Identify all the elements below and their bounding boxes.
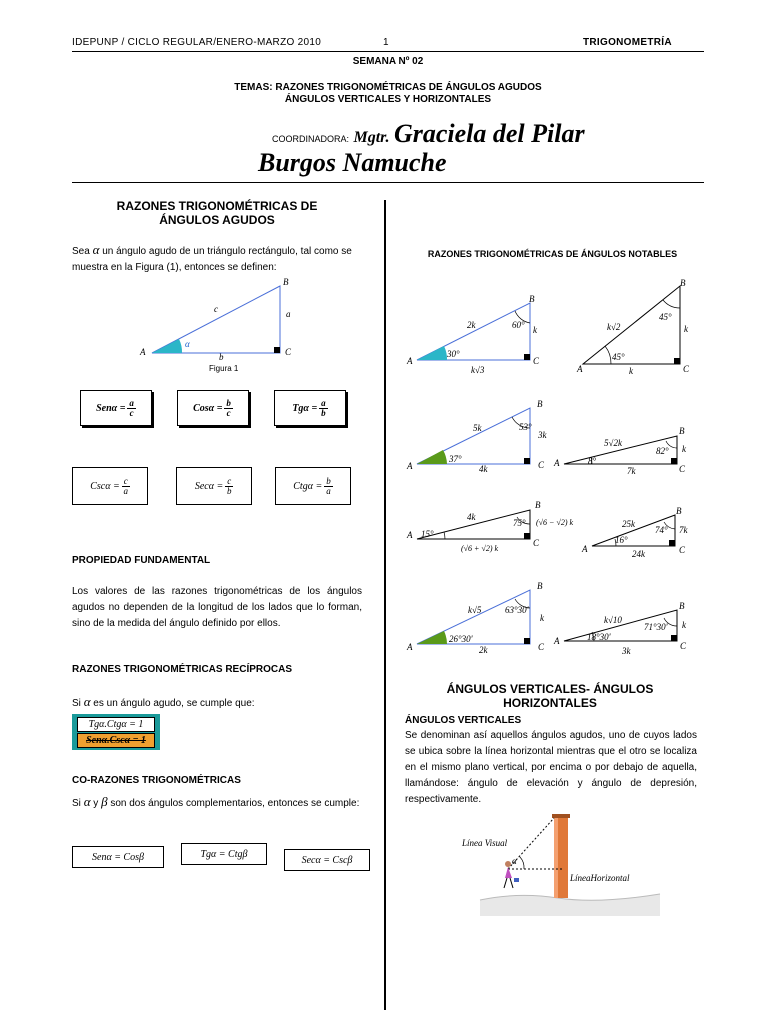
t6-base: 24k — [632, 549, 645, 559]
t1-hyp: 2k — [467, 320, 476, 330]
t3-C: C — [538, 460, 545, 470]
t8-base: 3k — [622, 646, 631, 656]
column-divider — [384, 200, 386, 1010]
recip-text — [72, 694, 362, 712]
fig1-label-a: a — [286, 309, 291, 319]
header-left: IDEPUNP / CICLO REGULAR/ENERO-MARZO 2010 — [72, 37, 322, 48]
t7-base: 2k — [479, 645, 488, 655]
t2-vert: k — [684, 324, 688, 334]
fig1-label-c: c — [214, 304, 218, 314]
t3-A: A — [407, 461, 413, 471]
prop-text: Los valores de las razones trigonométricas de los ángulos agudos no dependen de la longitud de los lados que lo forman, sino de la medida del ángulo definido por ellos. — [72, 586, 362, 629]
ratio-ctg-den: a — [326, 485, 331, 496]
header-right: TRIGONOMETRÍA — [583, 37, 672, 48]
ratio-tg-den: b — [321, 407, 326, 418]
ratio-sen-name: Senα = — [96, 402, 126, 414]
t7-top-angle: 63°30' — [505, 605, 529, 615]
t2-C: C — [683, 364, 690, 374]
recip-formula-2: Senα.Cscα = 1 — [77, 733, 155, 748]
prop-title: PROPIEDAD FUNDAMENTAL — [72, 555, 211, 566]
corazon-formula-3: Secα = Cscβ — [284, 849, 370, 871]
corazon-a: Si — [72, 798, 81, 809]
verticales-title: ÁNGULOS VERTICALES — [405, 715, 522, 726]
t2-hyp: k√2 — [607, 322, 621, 332]
triangle-16-74 — [580, 505, 700, 560]
t4-C: C — [679, 464, 686, 474]
t2-base: k — [629, 366, 633, 376]
coordinadora-label: COORDINADORA: — [272, 134, 350, 144]
t2-A: A — [577, 364, 583, 374]
t3-base-angle: 37° — [449, 454, 462, 464]
triangle-37-53 — [405, 398, 555, 476]
ratio-ctg-box — [275, 467, 351, 505]
t6-hyp: 25k — [622, 519, 635, 529]
label-linea-horizontal: LíneaHorizontal — [570, 873, 630, 883]
t3-B: B — [537, 399, 543, 409]
t6-A: A — [582, 544, 588, 554]
t8-C: C — [680, 641, 687, 651]
ratio-cos-den: c — [226, 407, 231, 418]
t8-hyp: k√10 — [604, 615, 622, 625]
t7-hyp: k√5 — [468, 605, 482, 615]
ratio-tg-name: Tgα = — [292, 402, 318, 414]
t6-vert: 7k — [679, 525, 688, 535]
triangle-18-30 — [552, 600, 700, 658]
alpha-symbol: α — [92, 242, 100, 257]
ratio-cos-name: Cosα = — [193, 402, 223, 414]
recip-formula-box — [72, 714, 160, 750]
header-rule — [72, 51, 704, 52]
ratio-sec-box — [176, 467, 252, 505]
corazon-text — [72, 794, 362, 812]
t4-top-angle: 82° — [656, 446, 669, 456]
triangle-45-45 — [575, 278, 700, 376]
corazon-alpha: α — [83, 794, 91, 809]
t6-base-angle: 16° — [615, 535, 628, 545]
t2-B: B — [680, 278, 686, 288]
ratio-ctg-num: b — [326, 475, 331, 486]
t6-top-angle: 74° — [655, 525, 668, 535]
t1-base-angle: 30° — [447, 349, 460, 359]
recip-title: RAZONES TRIGONOMÉTRICAS RECÍPROCAS — [72, 664, 293, 675]
ratio-sen-box — [80, 390, 152, 426]
temas-line1: TEMAS: RAZONES TRIGONOMÉTRICAS DE ÁNGULOS AGUDOS — [234, 82, 542, 93]
ratio-cos-box — [177, 390, 249, 426]
ratio-csc-box — [72, 467, 148, 505]
corazon-formula-1: Senα = Cosβ — [72, 846, 164, 868]
t2-top-angle: 45° — [659, 312, 672, 322]
figure-1-triangle — [130, 276, 310, 376]
t8-base-angle: 18°30' — [587, 632, 611, 642]
recip-formula-1: Tgα.Ctgα = 1 — [77, 717, 155, 732]
t7-B: B — [537, 581, 543, 591]
t4-B: B — [679, 426, 685, 436]
elevation-figure — [462, 814, 660, 916]
t4-base-angle: 8° — [588, 456, 597, 466]
triangle-26-30 — [405, 580, 555, 658]
t3-hyp: 5k — [473, 423, 482, 433]
t5-base-angle: 15° — [421, 529, 434, 539]
ratio-tg-box — [274, 390, 346, 426]
semana: SEMANA Nº 02 — [352, 56, 424, 67]
triangle-8-82 — [552, 424, 700, 476]
fig1-label-B: B — [283, 277, 289, 287]
ratio-csc-name: Cscα = — [90, 480, 120, 492]
t4-base: 7k — [627, 466, 636, 476]
corazon-b: son dos ángulos complementarios, entonces se cumple: — [110, 798, 360, 809]
corazon-y: y — [93, 798, 99, 809]
coordinadora — [272, 119, 585, 149]
ratio-sec-name: Secα = — [194, 480, 224, 492]
t4-hyp: 5√2k — [604, 438, 622, 448]
corazon-formula-2: Tgα = Ctgβ — [181, 843, 267, 865]
verticales-text: Se denominan así aquellos ángulos agudos, uno de cuyos lados se ubica sobre la línea horizontal mientras que el otro se localiza en el mismo plano vertical, por encima o por debajo de aquella, llamándose: ángulo de elevación y ángulo de depresión, respectivamente. — [405, 730, 697, 805]
t8-B: B — [679, 601, 685, 611]
t7-A: A — [407, 642, 413, 652]
t4-A: A — [554, 458, 560, 468]
ratio-sen-den: c — [129, 407, 134, 418]
title-rule — [72, 182, 704, 183]
triangle-15-75 — [405, 498, 590, 556]
section2-title: ÁNGULOS VERTICALES- ÁNGULOS HORIZONTALES — [446, 682, 654, 710]
fig1-label-C: C — [285, 347, 292, 357]
coordinadora-name2: Burgos Namuche — [258, 148, 447, 177]
t1-B: B — [529, 294, 535, 304]
t1-vert: k — [533, 325, 537, 335]
intro-a: Sea — [72, 246, 90, 257]
recip-a: Si — [72, 698, 81, 709]
t3-vert: 3k — [538, 430, 547, 440]
t7-C: C — [538, 642, 545, 652]
t4-vert: k — [682, 444, 686, 454]
ratio-csc-den: a — [123, 485, 128, 496]
ratio-sec-den: b — [226, 485, 232, 496]
ratio-sen-num: a — [129, 397, 134, 408]
t5-top-angle: 75° — [513, 518, 526, 528]
person-head — [505, 861, 511, 867]
t5-B: B — [535, 500, 541, 510]
t1-base: k√3 — [471, 365, 485, 375]
t2-base-angle: 45° — [612, 352, 625, 362]
t5-vert: (√6 − √2) k — [536, 518, 574, 527]
triangle-30-60 — [405, 293, 555, 375]
t8-top-angle: 71°30' — [644, 622, 668, 632]
fig1-label-b: b — [219, 352, 224, 362]
t7-base-angle: 26°30' — [449, 634, 473, 644]
label-linea-visual: Línea Visual — [462, 838, 508, 848]
t1-C: C — [533, 356, 540, 366]
recip-alpha: α — [83, 694, 91, 709]
t3-base: 4k — [479, 464, 488, 474]
page-number: 1 — [383, 37, 389, 48]
ratio-sec-num: c — [227, 475, 232, 486]
t5-hyp: 4k — [467, 512, 476, 522]
t8-A: A — [554, 636, 560, 646]
fig1-label-A: A — [140, 347, 146, 357]
ratio-csc-num: c — [123, 475, 128, 486]
section1-title: RAZONES TRIGONOMÉTRICAS DE ÁNGULOS AGUDOS — [116, 199, 318, 227]
person-body — [505, 867, 512, 878]
ratio-ctg-name: Ctgα = — [293, 480, 323, 492]
ratio-cos-num: b — [226, 397, 231, 408]
ratio-tg-num: a — [321, 397, 326, 408]
coordinadora-title: Mgtr. — [353, 129, 390, 146]
corazon-beta: β — [101, 794, 108, 809]
t5-base: (√6 + √2) k — [461, 544, 499, 553]
figure-1-caption: Figura 1 — [209, 364, 239, 373]
t6-C: C — [679, 545, 686, 555]
intro-paragraph — [72, 242, 362, 276]
t5-A: A — [407, 530, 413, 540]
corazon-title: CO-RAZONES TRIGONOMÉTRICAS — [72, 775, 241, 786]
t7-vert: k — [540, 613, 544, 623]
t3-top-angle: 53° — [519, 422, 532, 432]
fig1-label-alpha: α — [185, 339, 190, 349]
recip-b: es un ángulo agudo, se cumple que: — [93, 698, 255, 709]
t1-top-angle: 60° — [512, 320, 525, 330]
t5-C: C — [533, 538, 540, 548]
t8-vert: k — [682, 620, 686, 630]
coordinadora-name1: Graciela del Pilar — [393, 119, 585, 148]
label-alpha: α — [512, 856, 517, 866]
t6-B: B — [676, 506, 682, 516]
temas-line2: ÁNGULOS VERTICALES Y HORIZONTALES — [284, 94, 492, 105]
t1-A: A — [407, 356, 413, 366]
intro-b: un ángulo agudo de un triángulo rectángulo, tal como se muestra en la Figura (1), entonces se definen: — [72, 246, 352, 273]
notables-title: RAZONES TRIGONOMÉTRICAS DE ÁNGULOS NOTABLES — [427, 249, 678, 259]
